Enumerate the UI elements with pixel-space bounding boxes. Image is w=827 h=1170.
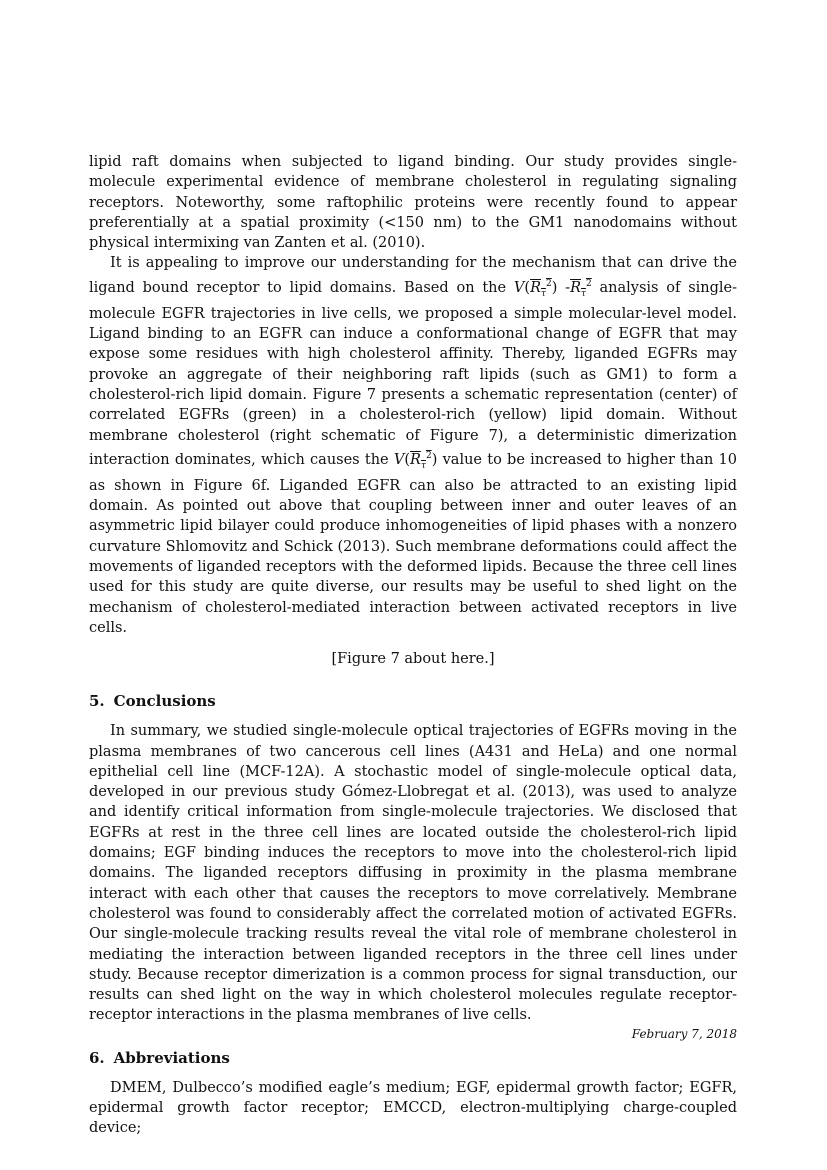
section-number: 5.	[89, 692, 105, 711]
figure-placeholder: [Figure 7 about here.]	[331, 651, 495, 668]
variance-formula: V	[513, 279, 525, 296]
section-number: 6.	[89, 1048, 105, 1067]
paragraph-model-part2: analysis of single-molecule EGFR trajectories in live cells, we proposed a simple molecular-level model. Ligand binding to an EGFR can induce a conformational change of EGFR that may expose some residues with high cholesterol affinity. Thereby, liganded EGFRs may provoke an aggregate of their neighboring raft lipids (such as GM1) to form a cholesterol-rich lipid domain. Figure 7 presents a schematic representation (center) of correlated EGFRs (green) in a cholesterol-rich (yellow) lipid domain. Without membrane cholesterol (right schematic of Figure 7), a deterministic dimerization interaction dominates, which causes the	[89, 279, 738, 468]
paper-page	[89, 152, 737, 1139]
footer-date: February 7, 2018	[631, 1027, 737, 1041]
paragraph-model-part1: It is appealing to improve our understanding for the mechanism that can drive the ligand bound receptor to lipid domains. Based on the	[89, 255, 737, 296]
paragraph-model-part3: value to be increased to higher than 10 as shown in Figure 6f. Liganded EGFR can also be attracted to an existing lipid domain. As pointed out above that coupling between inner and outer leaves of an asymmetric lipid bilayer could produce inhomogeneities of lipid phases with a nonzero curvature Shlomovitz and Schick (2013). Such membrane deformations could affect the movements of liganded receptors with the deformed lipids. Because the three cell lines used for this study are quite diverse, our results may be useful to shed light on the mechanism of cholesterol-mediated interaction between activated receptors in live cells.	[89, 451, 738, 636]
section-heading-conclusions	[89, 691, 737, 711]
section-heading-abbreviations	[89, 1048, 737, 1068]
paragraph-conclusions: In summary, we studied single-molecule optical trajectories of EGFRs moving in the plasma membranes of two cancerous cell lines (A431 and HeLa) and one normal epithelial cell line (MCF-12A). A stochastic model of single-molecule optical data, developed in our previous study Gómez-Llobregat et al. (2013), was used to analyze and identify critical information from single-molecule trajectories. We disclosed that EGFRs at rest in the three cell lines are located outside the cholesterol-rich lipid domains; EGF binding induces the receptors to move into the cholesterol-rich lipid domains. The liganded receptors diffusing in proximity in the plasma membrane interact with each other that causes the receptors to move correlatively. Membrane cholesterol was found to considerably affect the correlated motion of activated EGFRs. Our single-molecule tracking results reveal the vital role of membrane cholesterol in mediating the interaction between liganded receptors in the three cell lines under study. Because receptor dimerization is a common process for signal transduction, our results can shed light on the way in which cholesterol molecules regulate receptor-receptor interactions in the plasma membranes of live cells.	[89, 723, 737, 1024]
paragraph-model: It is appealing to improve our understanding for the mechanism that can drive the ligand bound receptor to lipid domains. Based on the $V(R_\tau^2)$ $-R_\tau^2$ analysis of single-molecule EGFR trajectories in live cells, we proposed a simple molecular-level model. Ligand binding to an EGFR can induce a conformational change of EGFR that may expose some residues with high cholesterol affinity. Thereby, liganded EGFRs may provoke an aggregate of their neighboring raft lipids (such as GM1) to form a cholesterol-rich lipid domain. Figure 7 presents a schematic representation (center) of correlated EGFRs (green) in a cholesterol-rich (yellow) lipid domain. Without membrane cholesterol (right schematic of Figure 7), a deterministic dimerization interaction dominates, which causes the $V(R_\tau^2)$ value to be increased to higher than 10 as shown in Figure 6f. Liganded EGFR can also be attracted to an existing lipid domain. As pointed out above that coupling between inner and outer leaves of an asymmetric lipid bilayer could produce inhomogeneities of lipid phases with a nonzero curvature Shlomovitz and Schick (2013). Such membrane deformations could affect the movements of liganded receptors with the deformed lipids. Because the three cell lines used for this study are quite diverse, our results may be useful to shed light on the mechanism of cholesterol-mediated interaction between activated receptors in live cells.	[89, 255, 738, 636]
paragraph-abbreviations: DMEM, Dulbecco’s modified eagle’s medium; EGF, epidermal growth factor; EGFR, epidermal growth factor receptor; EMCCD, electron-multiplying charge-coupled device;	[89, 1079, 737, 1137]
paragraph-raft-evidence: lipid raft domains when subjected to ligand binding. Our study provides single-molecule experimental evidence of membrane cholesterol in regulating signaling receptors. Noteworthy, some raftophilic proteins were recently found to appear preferentially at a spatial proximity (<150 nm) to the GM1 nanodomains without physical intermixing van Zanten et al. (2010).	[89, 154, 737, 252]
section-title: Abbreviations	[113, 1048, 230, 1067]
section-title: Conclusions	[113, 692, 216, 711]
